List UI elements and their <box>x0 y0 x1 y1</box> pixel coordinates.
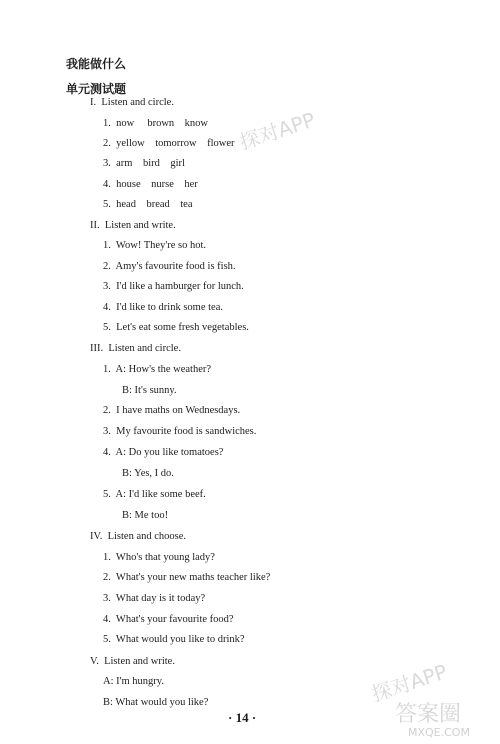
list-item: 5. What would you like to drink? <box>103 634 245 645</box>
list-item: 1. now brown know <box>103 118 208 129</box>
list-item: 3. arm bird girl <box>103 158 185 169</box>
list-item: 4. What's your favourite food? <box>103 614 234 625</box>
list-item: A: I'm hungry. <box>103 676 164 687</box>
list-item: 1. Who's that young lady? <box>103 552 215 563</box>
page-number: · 14 · <box>228 710 257 725</box>
watermark: 探对APP <box>368 659 451 707</box>
watermark: 答案圈 <box>395 702 462 727</box>
section-1-title: I. Listen and circle. <box>90 97 174 108</box>
section-3-title: III. Listen and circle. <box>90 343 181 354</box>
list-item: 2. I have maths on Wednesdays. <box>103 405 241 416</box>
unit-test-heading: 单元测试题 <box>66 82 127 96</box>
list-item: 4. A: Do you like tomatoes? <box>103 447 224 458</box>
list-item: 3. What day is it today? <box>103 593 206 604</box>
list-item: 2. Amy's favourite food is fish. <box>103 261 236 272</box>
list-item: 3. I'd like a hamburger for lunch. <box>103 281 244 292</box>
list-item: B: It's sunny. <box>122 385 177 396</box>
section-2-title: II. Listen and write. <box>90 220 176 231</box>
watermark: MXQE.COM <box>408 726 470 739</box>
section-heading-what-can-i-do: 我能做什么 <box>66 57 127 71</box>
list-item: 4. house nurse her <box>103 179 198 190</box>
list-item: 5. A: I'd like some beef. <box>103 489 206 500</box>
list-item: 1. Wow! They're so hot. <box>103 240 207 251</box>
list-item: 3. My favourite food is sandwiches. <box>103 426 257 437</box>
list-item: 5. Let's eat some fresh vegetables. <box>103 322 249 333</box>
list-item: B: Me too! <box>122 510 169 521</box>
watermark: 探对APP <box>236 107 319 155</box>
list-item: 2. What's your new maths teacher like? <box>103 572 271 583</box>
list-item: 2. yellow tomorrow flower <box>103 138 235 149</box>
list-item: B: What would you like? <box>103 697 209 708</box>
list-item: B: Yes, I do. <box>122 468 174 479</box>
list-item: 1. A: How's the weather? <box>103 364 212 375</box>
list-item: 5. head bread tea <box>103 199 193 210</box>
list-item: 4. I'd like to drink some tea. <box>103 302 223 313</box>
section-5-title: V. Listen and write. <box>90 656 175 667</box>
section-4-title: IV. Listen and choose. <box>90 531 187 542</box>
